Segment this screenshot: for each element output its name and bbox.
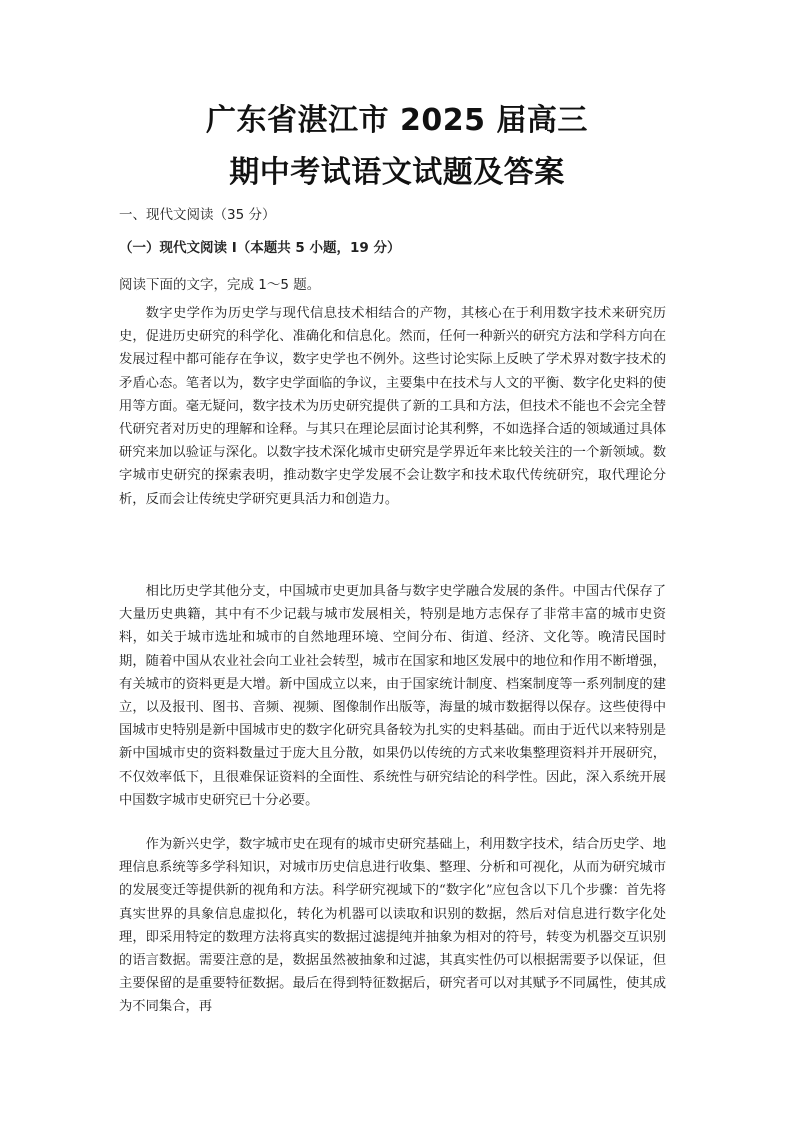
page-title-line-1: 广东省湛江市 2025 届高三 — [206, 103, 588, 138]
subsection-heading: （一）现代文阅读 I（本题共 5 小题，19 分） — [119, 240, 401, 256]
paragraph-1: 数字史学作为历史学与现代信息技术相结合的产物，其核心在于利用数字技术来研究历史，促进历史研究的科学化、准确化和信息化。然而，任何一种新兴的研究方法和学科方向在发展过程中都可能存在争议，数字史学也不例外。这些讨论实际上反映了学术界对数字技术的矛盾心态。笔者以为，数字史学面临的争议，主要集中在技术与人文的平衡、数字化史料的使用等方面。毫无疑问，数字技术为历史研究提供了新的工具和方法，但技术不能也不会完全替代研究者对历史的理解和诠释。与其只在理论层面讨论其利弊，不如选择合适的领域通过具体研究来加以验证与深化。以数字技术深化城市史研究是学界近年来比较关注的一个新领域。数字城市史研究的探索表明，推动数字史学发展不会让数字和技术取代传统研究，取代理论分析，反而会让传统史学研究更具活力和创造力。 — [119, 306, 666, 507]
paragraph-2: 相比历史学其他分支，中国城市史更加具备与数字史学融合发展的条件。中国古代保存了大量历史典籍，其中有不少记载与城市发展相关，特别是地方志保存了非常丰富的城市史资料，如关于城市选址和城市的自然地理环境、空间分布、街道、经济、文化等。晚清民国时期，随着中国从农业社会向工业社会转型，城市在国家和地区发展中的地位和作用不断增强，有关城市的资料更是大增。新中国成立以来，由于国家统计制度、档案制度等一系列制度的建立，以及报刊、图书、音频、视频、图像制作出版等，海量的城市数据得以保存。这些使得中国城市史特别是新中国城市史的数字化研究具备较为扎实的史料基础。而由于近代以来特别是新中国城市史的资料数量过于庞大且分散，如果仍以传统的方式来收集整理资料并开展研究，不仅效率低下，且很难保证资料的全面性、系统性与研究结论的科学性。因此，深入系统开展中国数字城市史研究已十分必要。 — [119, 584, 666, 808]
reading-instruction: 阅读下面的文字，完成 1～5 题。 — [119, 277, 321, 293]
paragraph-3: 作为新兴史学，数字城市史在现有的城市史研究基础上，利用数字技术，结合历史学、地理信息系统等多学科知识，对城市历史信息进行收集、整理、分析和可视化，从而为研究城市的发展变迁等提供新的视角和方法。科学研究视域下的“数字化”应包含以下几个步骤：首先将真实世界的具象信息虚拟化，转化为机器可以读取和识别的数据，然后对信息进行数字化处理，即采用特定的数理方法将真实的数据过滤提纯并抽象为相对的符号，转变为机器交互识别的语言数据。需要注意的是，数据虽然被抽象和过滤，其真实性仍可以根据需要予以保证，但主要保留的是重要特征数据。最后在得到特征数据后，研究者可以对其赋予不同属性，使其成为不同集合，再 — [119, 837, 666, 1015]
section-heading: 一、现代文阅读（35 分） — [119, 207, 276, 223]
page-title-line-2: 期中考试语文试题及答案 — [229, 155, 565, 190]
